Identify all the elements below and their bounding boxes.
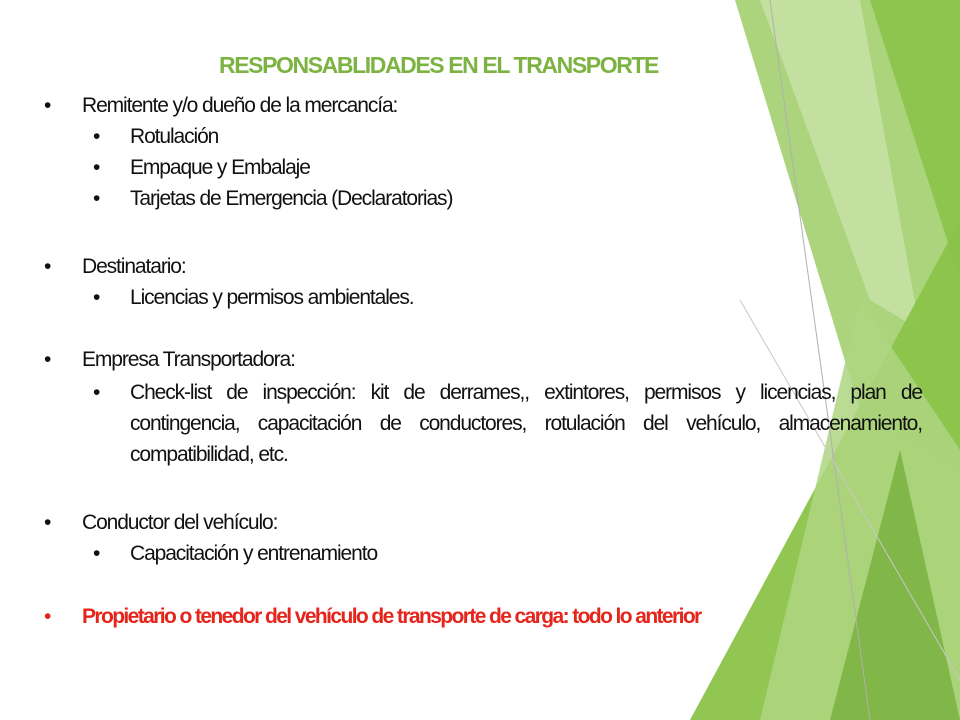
bullet: •: [44, 348, 52, 371]
sub-item: Capacitación y entrenamiento: [130, 542, 378, 565]
sub-bullet: •: [93, 542, 101, 565]
sub-item-checklist: Check-list de inspección: kit de derrames,, extintores, permisos y licencias, plan de contingencia, capacitación de conductores, rotulación del vehículo, almacenamiento, compatibilidad, etc.: [130, 381, 922, 466]
sub-item: Rotulación: [130, 125, 219, 148]
sub-item: Licencias y permisos ambientales.: [130, 286, 414, 309]
sub-bullet: •: [93, 187, 101, 210]
sub-item: Empaque y Embalaje: [130, 156, 310, 179]
sub-bullet: •: [93, 286, 101, 309]
section-heading-propietario: Propietario o tenedor del vehículo de transporte de carga: todo lo anterior: [82, 605, 701, 628]
bullet: •: [44, 94, 52, 117]
bullet-highlight: •: [44, 605, 52, 628]
bullet: •: [44, 511, 52, 534]
slide-title: RESPONSABLIDADES EN EL TRANSPORTE: [219, 52, 658, 78]
section-heading-remitente: Remitente y/o dueño de la mercancía:: [82, 94, 398, 117]
sub-bullet: •: [93, 381, 101, 404]
sub-item: Tarjetas de Emergencia (Declaratorias): [130, 187, 453, 210]
sub-bullet: •: [93, 156, 101, 179]
section-heading-conductor: Conductor del vehículo:: [82, 511, 278, 534]
bullet: •: [44, 255, 52, 278]
section-heading-destinatario: Destinatario:: [82, 255, 186, 278]
sub-bullet: •: [93, 125, 101, 148]
section-heading-empresa: Empresa Transportadora:: [82, 348, 295, 371]
